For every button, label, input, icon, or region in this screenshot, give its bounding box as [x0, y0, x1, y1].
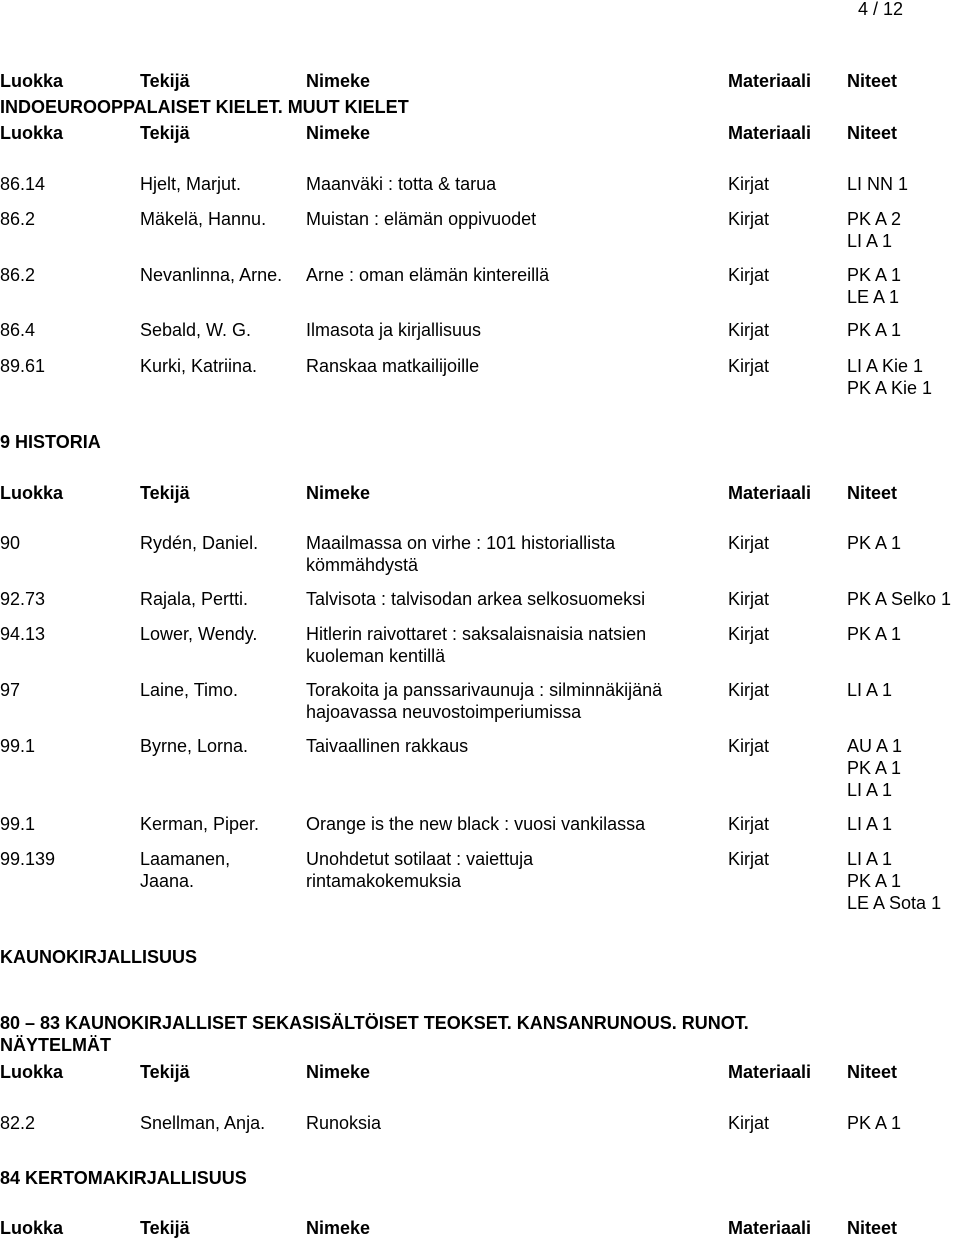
cell-tekija: Nevanlinna, Arne.	[140, 265, 283, 285]
cell-tekija: Laine, Timo.	[140, 680, 239, 700]
cell-tekija: Byrne, Lorna.	[140, 736, 249, 756]
header-nimeke: Nimeke	[306, 1062, 371, 1082]
cell-luokka: 94.13	[0, 624, 46, 644]
header-luokka: Luokka	[0, 1062, 64, 1082]
cell-nimeke: Maailmassa on virhe : 101 historiallista	[306, 533, 616, 553]
header-tekija: Tekijä	[140, 123, 190, 143]
cell-luokka: 82.2	[0, 1113, 36, 1133]
cell-nimeke: Arne : oman elämän kintereillä	[306, 265, 550, 285]
cell-materiaali: Kirjat	[728, 533, 770, 553]
cell-tekija: Jaana.	[140, 871, 195, 891]
cell-tekija: Kurki, Katriina.	[140, 356, 258, 376]
cell-materiaali: Kirjat	[728, 1113, 770, 1133]
cell-tekija: Kerman, Piper.	[140, 814, 260, 834]
cell-niteet: LI A 1	[847, 680, 893, 700]
header-nimeke: Nimeke	[306, 123, 371, 143]
cell-nimeke: Ilmasota ja kirjallisuus	[306, 320, 482, 340]
cell-nimeke: kömmähdystä	[306, 555, 419, 575]
header-niteet: Niteet	[847, 123, 898, 143]
header-materiaali: Materiaali	[728, 71, 812, 91]
cell-luokka: 90	[0, 533, 21, 553]
header-niteet: Niteet	[847, 1218, 898, 1238]
cell-tekija: Snellman, Anja.	[140, 1113, 266, 1133]
cell-luokka: 92.73	[0, 589, 46, 609]
header-niteet: Niteet	[847, 71, 898, 91]
cell-materiaali: Kirjat	[728, 320, 770, 340]
cell-nimeke: Torakoita ja panssarivaunuja : silminnäkijänä	[306, 680, 663, 700]
cell-nimeke: Muistan : elämän oppivuodet	[306, 209, 537, 229]
header-niteet: Niteet	[847, 1062, 898, 1082]
cell-niteet: PK A Selko 1	[847, 589, 952, 609]
header-tekija: Tekijä	[140, 1218, 190, 1238]
cell-materiaali: Kirjat	[728, 624, 770, 644]
cell-nimeke: Runoksia	[306, 1113, 382, 1133]
cell-niteet: PK A 1	[847, 320, 902, 340]
cell-luokka: 97	[0, 680, 21, 700]
section-heading-runot: 80 – 83 KAUNOKIRJALLISET SEKASISÄLTÖISET TEOKSET. KANSANRUNOUS. RUNOT.	[0, 1013, 749, 1033]
cell-niteet: PK A Kie 1	[847, 378, 933, 398]
cell-niteet: LI A 1	[847, 780, 893, 800]
cell-tekija: Laamanen,	[140, 849, 231, 869]
cell-luokka: 99.139	[0, 849, 56, 869]
cell-nimeke: Hitlerin raivottaret : saksalaisnaisia natsien	[306, 624, 647, 644]
cell-materiaali: Kirjat	[728, 265, 770, 285]
cell-luokka: 86.4	[0, 320, 36, 340]
cell-nimeke: Talvisota : talvisodan arkea selkosuomeksi	[306, 589, 646, 609]
cell-niteet: PK A 1	[847, 1113, 902, 1133]
section-heading-runot-cont: NÄYTELMÄT	[0, 1035, 111, 1055]
cell-niteet: PK A 1	[847, 871, 902, 891]
cell-luokka: 86.14	[0, 174, 46, 194]
header-luokka: Luokka	[0, 483, 64, 503]
cell-niteet: LI A 1	[847, 849, 893, 869]
cell-niteet: PK A 2	[847, 209, 902, 229]
cell-materiaali: Kirjat	[728, 736, 770, 756]
cell-niteet: LI A 1	[847, 814, 893, 834]
cell-niteet: PK A 1	[847, 624, 902, 644]
cell-nimeke: Orange is the new black : vuosi vankilassa	[306, 814, 646, 834]
cell-nimeke: Unohdetut sotilaat : vaiettuja	[306, 849, 534, 869]
cell-nimeke: Ranskaa matkailijoille	[306, 356, 480, 376]
cell-niteet: LE A 1	[847, 287, 900, 307]
cell-materiaali: Kirjat	[728, 680, 770, 700]
header-tekija: Tekijä	[140, 483, 190, 503]
cell-niteet: PK A 1	[847, 758, 902, 778]
cell-niteet: PK A 1	[847, 265, 902, 285]
header-nimeke: Nimeke	[306, 1218, 371, 1238]
section-heading-kaunokirjallisuus: KAUNOKIRJALLISUUS	[0, 947, 198, 967]
cell-niteet: LI A 1	[847, 231, 893, 251]
cell-luokka: 86.2	[0, 209, 36, 229]
cell-materiaali: Kirjat	[728, 589, 770, 609]
cell-tekija: Mäkelä, Hannu.	[140, 209, 267, 229]
header-tekija: Tekijä	[140, 1062, 190, 1082]
header-luokka: Luokka	[0, 1218, 64, 1238]
cell-tekija: Hjelt, Marjut.	[140, 174, 242, 194]
cell-nimeke: Taivaallinen rakkaus	[306, 736, 469, 756]
header-materiaali: Materiaali	[728, 1218, 812, 1238]
section-heading-indo: INDOEUROOPPALAISET KIELET. MUUT KIELET	[0, 97, 409, 117]
cell-tekija: Lower, Wendy.	[140, 624, 258, 644]
cell-tekija: Rajala, Pertti.	[140, 589, 249, 609]
cell-luokka: 99.1	[0, 814, 36, 834]
cell-nimeke: kuoleman kentillä	[306, 646, 446, 666]
page-number: 4 / 12	[858, 0, 904, 19]
header-materiaali: Materiaali	[728, 483, 812, 503]
cell-niteet: LI NN 1	[847, 174, 909, 194]
header-tekija: Tekijä	[140, 71, 190, 91]
cell-luokka: 89.61	[0, 356, 46, 376]
cell-tekija: Sebald, W. G.	[140, 320, 252, 340]
cell-niteet: PK A 1	[847, 533, 902, 553]
cell-materiaali: Kirjat	[728, 849, 770, 869]
header-niteet: Niteet	[847, 483, 898, 503]
cell-niteet: LI A Kie 1	[847, 356, 924, 376]
cell-materiaali: Kirjat	[728, 814, 770, 834]
header-luokka: Luokka	[0, 123, 64, 143]
cell-luokka: 86.2	[0, 265, 36, 285]
section-heading-kertomakirjallisuus: 84 KERTOMAKIRJALLISUUS	[0, 1168, 247, 1188]
cell-niteet: LE A Sota 1	[847, 893, 942, 913]
cell-nimeke: rintamakokemuksia	[306, 871, 462, 891]
cell-luokka: 99.1	[0, 736, 36, 756]
section-heading-historia: 9 HISTORIA	[0, 432, 101, 452]
cell-materiaali: Kirjat	[728, 356, 770, 376]
cell-niteet: AU A 1	[847, 736, 903, 756]
cell-nimeke: hajoavassa neuvostoimperiumissa	[306, 702, 582, 722]
cell-nimeke: Maanväki : totta & tarua	[306, 174, 497, 194]
header-materiaali: Materiaali	[728, 123, 812, 143]
header-nimeke: Nimeke	[306, 483, 371, 503]
header-nimeke: Nimeke	[306, 71, 371, 91]
cell-materiaali: Kirjat	[728, 174, 770, 194]
cell-materiaali: Kirjat	[728, 209, 770, 229]
header-luokka: Luokka	[0, 71, 64, 91]
header-materiaali: Materiaali	[728, 1062, 812, 1082]
cell-tekija: Rydén, Daniel.	[140, 533, 259, 553]
